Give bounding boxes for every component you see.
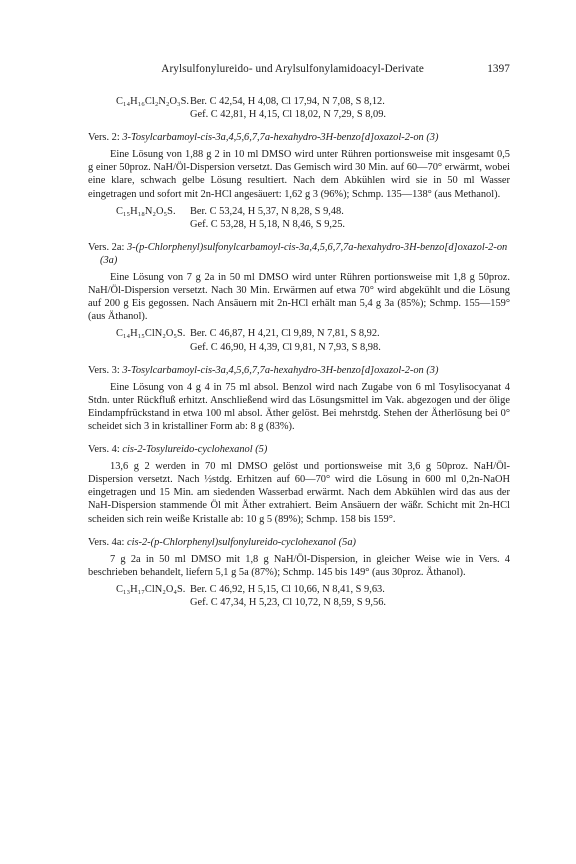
compound-title: 3-(p-Chlorphenyl)sulfonylcarbamoyl-cis-3a,4,5,6,7,7a-hexahydro-3H-benzo[d]oxazol-2-on (3a) (100, 241, 508, 266)
experiment-section (88, 131, 510, 231)
section-heading (88, 443, 510, 456)
section-heading (88, 131, 510, 144)
analysis-calculated: Ber. C 46,92, H 5,15, Cl 10,66, N 8,41, S 9,63. (190, 583, 385, 595)
molecular-formula: C₁₄H₁₅ClN₂O₅S. (116, 328, 186, 340)
analysis-block (88, 108, 510, 121)
compound-title: cis-2-Tosylureido-cyclohexanol (5) (122, 444, 268, 456)
analysis-found: Gef. C 53,28, H 5,18, N 8,46, S 9,25. (190, 218, 345, 230)
article-body (88, 95, 510, 609)
section-label: Vers. 3: (88, 364, 120, 376)
analysis-block (88, 218, 510, 231)
experiment-section (88, 364, 510, 433)
procedure-text: Eine Lösung von 7 g 2a in 50 ml DMSO wird unter Rühren portionsweise mit 1,8 g 50proz. NaH/Öl-Dispersion versetzt. Nach 30 Min. Erwärmen auf etwa 70° wird abgekühlt und die Lösung auf 200 g Eis gegossen. Nach Ansäuern mit 2n-HCl erhält man 5,4 g 3a (85%); Schmp. 155—159° (aus Äthanol). (88, 272, 510, 323)
section-label: Vers. 2: (88, 132, 120, 144)
procedure-text: 13,6 g 2 werden in 70 ml DMSO gelöst und portionsweise mit 3,6 g 50proz. NaH/Öl-Dispersion versetzt. Nach ½stdg. Erhitzen auf 60—70° wird die Lösung in 600 ml 0,2n-NaOH eingetragen und 15 Min. am siedenden Wasserbad erwärmt. Nach dem Abkühlen wird das aus der NaH-Dispersion stammende Öl mit Äther extrahiert. Beim Ansäuern der wäßr. Schicht mit 2n-HCl scheiden sich rein weiße Kristalle ab: 10 g 5 (89%); Schmp. 158 bis 159°. (88, 461, 510, 525)
experiment-section (88, 443, 510, 526)
molecular-formula: C₁₅H₁₈N₂O₅S. (116, 205, 176, 217)
analysis-found: Gef. C 47,34, H 5,23, Cl 10,72, N 8,59, S 9,56. (190, 597, 386, 608)
experiment-section (88, 241, 510, 354)
molecular-formula: C₁₃H₁₇ClN₂O₄S. (116, 583, 186, 595)
section-heading (88, 536, 510, 549)
page-number: 1397 (487, 63, 510, 75)
running-title: Arylsulfonylureido- und Arylsulfonylamidoacyl-Derivate (161, 63, 424, 75)
procedure-text: Eine Lösung von 1,88 g 2 in 10 ml DMSO wird unter Rühren portionsweise mit insgesamt 0,5 g einer 50proz. NaH/Öl-Dispersion versetzt. Das Gemisch wird 30 Min. auf 60—70° erwärmt, wobei eine klare, schwach gelbe Lösung resultiert. Nach dem Abkühlen wird sie in 50 ml Wasser eingetragen und sofort mit 2n-HCl angesäuert: 1,62 g 3 (96%); Schmp. 135—138° (aus Methanol). (88, 149, 510, 200)
molecular-formula: C₁₄H₁₆Cl₂N₂O₃S. (116, 96, 189, 107)
procedure-text: Eine Lösung von 4 g 4 in 75 ml absol. Benzol wird nach Zugabe von 6 ml Tosylisocyanat 4 Stdn. unter Rückfluß erhitzt. Anschließend wird das Lösungsmittel im Vak. abgezogen und der ölige Eindampfrückstand in etwa 100 ml absol. Äther gelöst. Bei mehrstdg. Stehen der Ätherlösung bei 0° scheidet sich 3 in kristalliner Form ab: 8 g (83%). (88, 381, 510, 432)
section-heading (88, 241, 510, 267)
analysis-block (88, 205, 510, 218)
experiment-sections (88, 131, 510, 609)
procedure-text: 7 g 2a in 50 ml DMSO mit 1,8 g NaH/Öl-Dispersion, in gleicher Weise wie in Vers. 4 beschrieben behandelt, liefern 5,1 g 5a (87%); Schmp. 145 bis 149° (aus 30proz. Äthanol). (88, 553, 510, 578)
section-label: Vers. 4a: (88, 536, 125, 548)
compound-title: 3-Tosylcarbamoyl-cis-3a,4,5,6,7,7a-hexahydro-3H-benzo[d]oxazol-2-on (3) (122, 364, 439, 376)
analysis-block (88, 596, 510, 609)
experiment-section (88, 536, 510, 609)
analysis-block (88, 583, 510, 596)
analysis-found: Gef. C 42,81, H 4,15, Cl 18,02, N 7,29, S 8,09. (190, 109, 386, 121)
analysis-block (88, 95, 510, 108)
analysis-calculated: Ber. C 46,87, H 4,21, Cl 9,89, N 7,81, S 8,92. (190, 328, 380, 340)
analysis-block (88, 341, 510, 354)
section-heading (88, 364, 510, 377)
analysis-calculated: Ber. C 42,54, H 4,08, Cl 17,94, N 7,08, S 8,12. (190, 96, 385, 107)
analysis-found: Gef. C 46,90, H 4,39, Cl 9,81, N 7,93, S 8,98. (190, 341, 381, 353)
analysis-calculated: Ber. C 53,24, H 5,37, N 8,28, S 9,48. (190, 205, 344, 217)
compound-title: 3-Tosylcarbamoyl-cis-3a,4,5,6,7,7a-hexahydro-3H-benzo[d]oxazol-2-on (3) (122, 132, 439, 144)
running-header (88, 63, 510, 75)
section-label: Vers. 4: (88, 444, 120, 456)
compound-title: cis-2-(p-Chlorphenyl)sulfonylureido-cyclohexanol (5a) (126, 536, 356, 548)
section-label: Vers. 2a: (88, 241, 125, 253)
analysis-block (88, 327, 510, 340)
